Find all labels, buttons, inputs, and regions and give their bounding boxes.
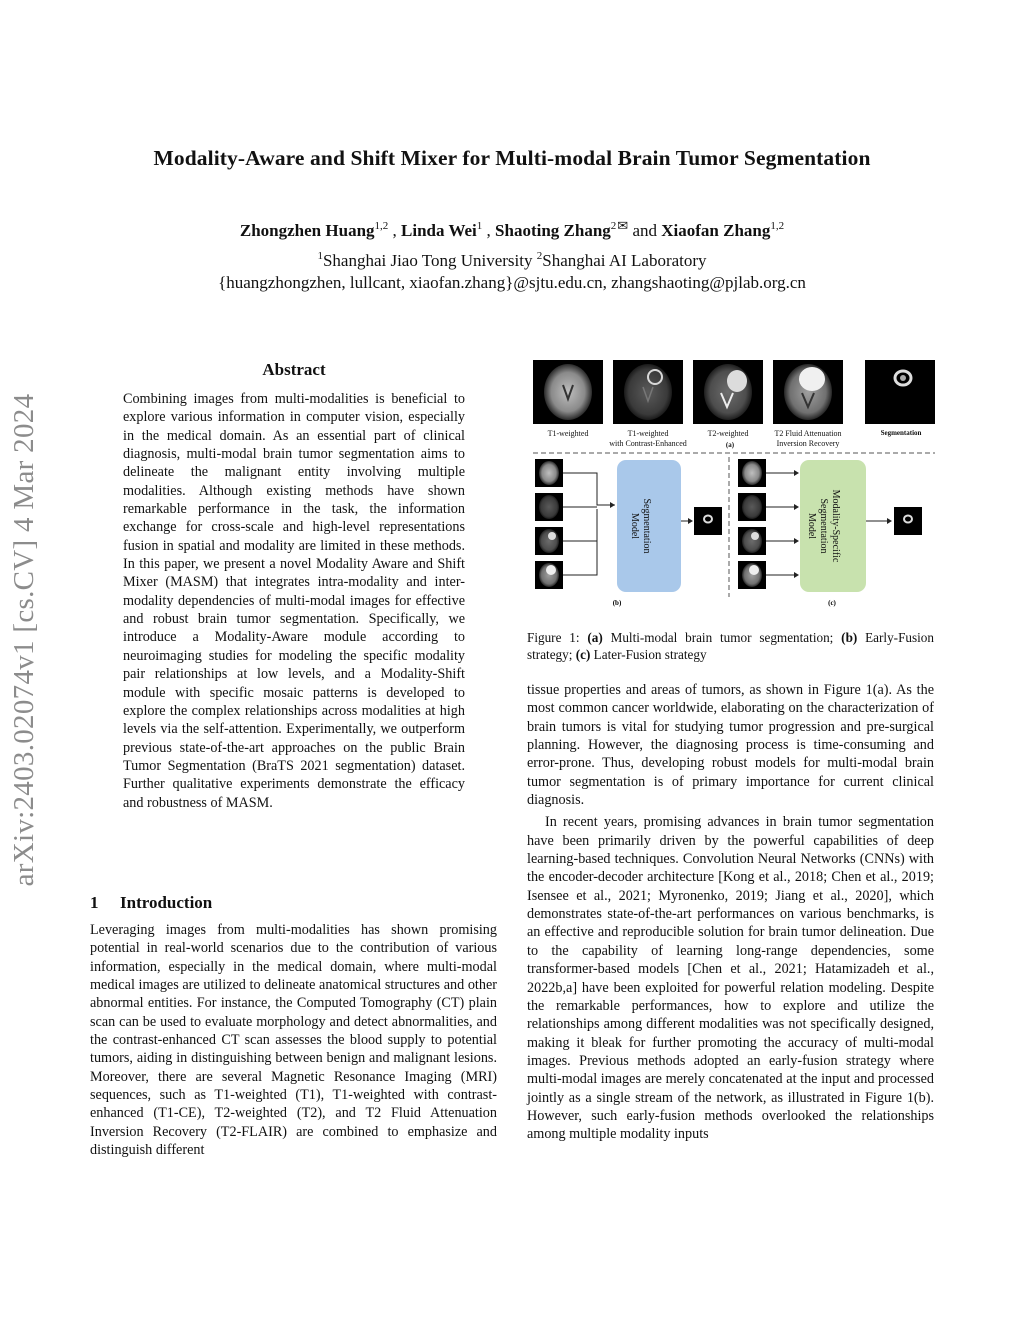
- intro-column-right: [527, 681, 934, 1148]
- model-c-label-line1: Modality-Specific: [830, 489, 841, 563]
- caption-prefix: Figure 1:: [527, 630, 580, 645]
- author-emails: {huangzhongzhen, lullcant, xiaofan.zhang}@sjtu.edu.cn, zhangshaoting@pjlab.org.cn: [218, 273, 806, 292]
- intro-paragraph-right-1: tissue properties and areas of tumors, as shown in Figure 1(a). As the most common cancer worldwide, elaborating on the characterization of brain tumors is vital for studying tumor progression and pre-surgical planning. However, the diagnosing process is time-consuming and error-prone. Thus, developing robust models for multi-modal brain tumor segmentation is of primary importance for current clinical diagnosis.: [527, 682, 934, 809]
- caption-tag-c: (c): [575, 647, 591, 662]
- author-affiliation-mark: 1,2: [374, 220, 389, 232]
- author-affiliation-mark: 1: [476, 220, 483, 232]
- caption-text-c: Later-Fusion strategy: [590, 647, 707, 662]
- affiliation: Shanghai Jiao Tong University: [322, 251, 533, 270]
- segmentation-mask-image: [865, 360, 935, 424]
- affiliation-mark: 1: [317, 250, 323, 262]
- author-name: Linda Wei: [401, 221, 477, 240]
- input-stack-b: [535, 459, 563, 589]
- arxiv-identifier: arXiv:2403.02074v1 [cs.CV] 4 Mar 2024: [8, 393, 40, 887]
- mri-t1-image: [533, 360, 603, 424]
- output-mask-c: [894, 507, 922, 535]
- author-list: [0, 214, 1024, 243]
- later-fusion-diagram: [738, 459, 922, 607]
- author-separator: and: [628, 221, 662, 240]
- panel-label-a: (a): [725, 441, 735, 449]
- label-flair-line2: Inversion Recovery: [776, 439, 840, 448]
- caption-tag-a: (a): [587, 630, 603, 645]
- affiliation-mark: 2: [536, 250, 543, 262]
- author-affiliation-mark: 2: [610, 220, 617, 232]
- model-c-label-line3: Model: [806, 512, 817, 540]
- intro-paragraph-right-2: In recent years, promising advances in brain tumor segmentation have been primarily driven by the powerful capabilities of deep learning-based techniques. Convolution Neural Networks (CNNs) with the encoder-decoder architecture [Kong et al., 2018; Chen et al., 2019; Isensee et al., 2021; Myronenko, 2019; Jiang et al., 2020], which demonstrates state-of-the-art performances on various benchmarks, is an effective and reproducible solution for brain tumor delineation. Due to the capability of learning long-range dependencies, some transformer-based models [Chen et al., 2021; Hatamizadeh et al., 2022b,a] have been exploited for powerful relation modeling. Despite the remarkable performances, how to explore and utilize the relationships among different modalities was not specifically designed, making it bleak for further promoting the accuracy of multi-modal images. Previous methods adopted an early-fusion strategy where multi-modal images are merely concatenated at the input and processed jointly as a single stream of the network, as illustrated in Figure 1(b). However, such early-fusion methods overlooked the relationships among multiple modality inputs: [527, 814, 934, 1143]
- caption-text-b: Early-Fusion strategy;: [527, 630, 934, 662]
- section-heading-introduction: [90, 893, 490, 913]
- intro-paragraph-left: Leveraging images from multi-modalities has shown promising potential in real-world scenarios due to the contribution of various information, especially in the medical domain, where multi-modal medical images are utilized to delineate anatomical structures and other abnormal entities. For instance, the Computed Tomography (CT) plain scan can be used to evaluate morphology and detect abnormalities, and the contrast-enhanced CT scan assesses the blood supply to potential tumors, aiding in distinguishing between benign and malignant lesions. Moreover, there are several Magnetic Resonance Imaging (MRI) sequences, such as T1-weighted (T1), T1-weighted with contrast-enhanced (T1-CE), T2-weighted (T2), and T2 Fluid Attenuation Inversion Recovery (T2-FLAIR) are combined to emphasize and distinguish different: [90, 922, 497, 1159]
- envelope-icon: ✉: [617, 218, 629, 233]
- author-affiliation-mark: 1,2: [770, 220, 785, 232]
- author-name: Shaoting Zhang: [495, 221, 611, 240]
- abstract-heading: Abstract: [262, 360, 326, 379]
- panel-label-c: (c): [828, 599, 836, 607]
- label-segmentation: Segmentation: [880, 429, 922, 437]
- caption-text-a: Multi-modal brain tumor segmentation;: [602, 630, 842, 645]
- label-t1: T1-weighted: [547, 429, 589, 438]
- figure-1-caption: [527, 629, 934, 663]
- affiliation-list: [0, 244, 1024, 273]
- author-name: Xiaofan Zhang: [661, 221, 771, 240]
- label-t1ce-line2: with Contrast-Enhanced: [609, 439, 687, 448]
- affiliation: Shanghai AI Laboratory: [542, 251, 707, 270]
- paper-title: Modality-Aware and Shift Mixer for Multi-modal Brain Tumor Segmentation: [153, 146, 871, 170]
- label-flair-line1: T2 Fluid Attenuation: [774, 429, 842, 438]
- panel-label-b: (b): [612, 599, 622, 607]
- author-separator: ,: [482, 221, 496, 240]
- label-t2: T2-weighted: [707, 429, 749, 438]
- output-mask-b: [694, 507, 722, 535]
- section-title: Introduction: [120, 893, 213, 912]
- author-separator: ,: [388, 221, 402, 240]
- author-name: Zhongzhen Huang: [239, 221, 375, 240]
- label-t1ce-line1: T1-weighted: [627, 429, 669, 438]
- section-number: 1: [90, 893, 99, 912]
- model-c-label-line2: Segmentation: [818, 498, 829, 554]
- mri-t1ce-image: [613, 360, 683, 424]
- early-fusion-diagram: [535, 459, 722, 607]
- mri-flair-image: [773, 360, 843, 424]
- abstract-text: Combining images from multi-modalities is beneficial to explore various information in computer vision, especially in the medical domain. As an essential part of clinical diagnosis, multi-modal brain tumor segmentation aims to delineate the malignant entity involving multiple modalities. Although existing methods have shown remarkable performance in the task, the information exchange for cross-scale and high-level representations fusion in spatial and modality are limited in these methods. In this paper, we present a novel Modality Aware and Shift Mixer (MASM) that integrates intra-modality and inter-modality dependencies of multi-modal images for effective and robust brain tumor segmentation. Specifically, we introduce a Modality-Aware module according to neuroimaging studies for modeling the specific modality pair relationships at low levels, and a Modality-Shift module with specific mosaic patterns is developed to explore the complex relationships across modalities at high levels via the self-attention. Experimentally, we outperform previous state-of-the-art approaches on the public Brain Tumor Segmentation (BraTS 2021 segmentation) dataset. Further qualitative experiments demonstrate the efficacy and robustness of MASM.: [123, 391, 465, 811]
- model-b-label-line1: Segmentation: [641, 498, 652, 554]
- caption-tag-b: (b): [841, 630, 858, 645]
- input-stack-c: [738, 459, 766, 589]
- mri-t2-image: [693, 360, 763, 424]
- figure-1: [527, 357, 937, 617]
- model-b-label-line2: Model: [629, 512, 640, 540]
